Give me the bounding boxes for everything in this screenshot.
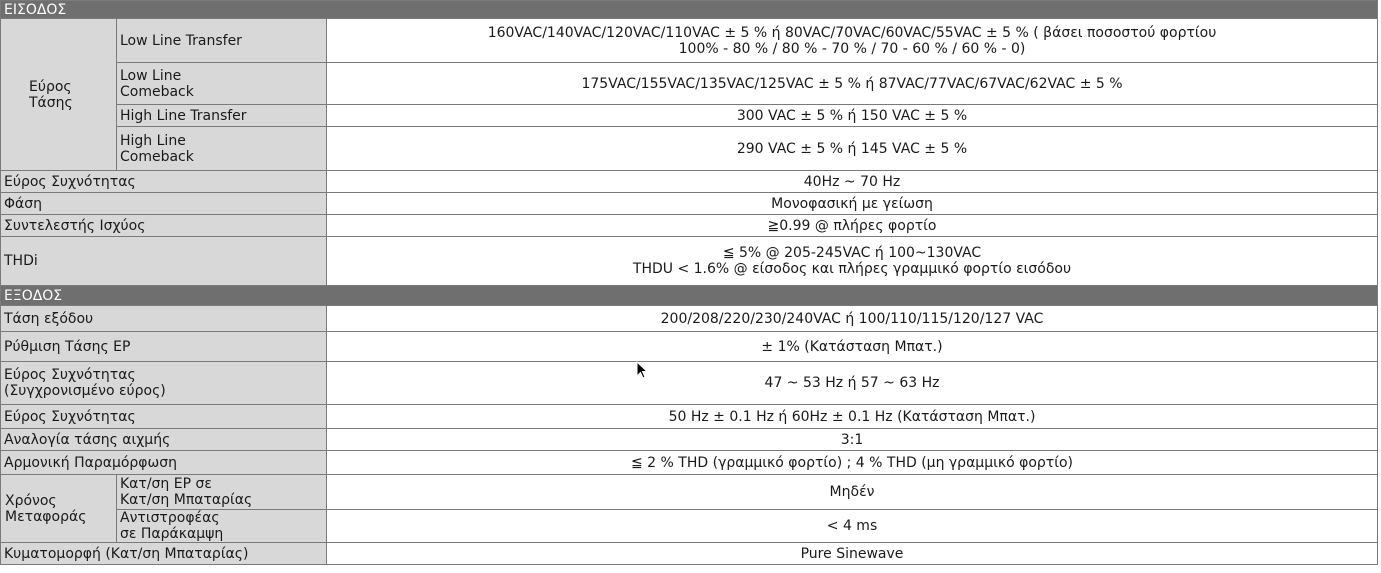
power-factor-row: [1, 215, 1378, 237]
transfer-inverter-bypass-label: [117, 510, 327, 543]
input-frequency-value: 40Hz ~ 70 Hz: [327, 171, 1378, 193]
low-line-comeback-label-line1: Low Line: [120, 67, 182, 84]
low-line-transfer-value: [327, 19, 1378, 63]
voltage-range-label: Εύρος Τάσης: [1, 19, 117, 171]
power-factor-value: ≧0.99 @ πλήρες φορτίο: [327, 215, 1378, 237]
waveform-value: Pure Sinewave: [327, 543, 1378, 565]
transfer-ac-batt-label-line2: Κατ/ση Μπαταρίας: [120, 492, 253, 508]
high-line-transfer-row: [1, 105, 1378, 127]
transfer-ac-batt-value: Μηδέν: [327, 475, 1378, 510]
high-line-comeback-label-line2: Comeback: [120, 148, 194, 165]
transfer-inverter-bypass-value: < 4 ms: [327, 510, 1378, 543]
power-factor-label: Συντελεστής Ισχύος: [1, 215, 327, 237]
waveform-label: Κυματομορφή (Κατ/ση Μπαταρίας): [1, 543, 327, 565]
low-line-comeback-value: 175VAC/155VAC/135VAC/125VAC ± 5 % ή 87VAC/77VAC/67VAC/62VAC ± 5 %: [327, 63, 1378, 105]
ac-voltage-regulation-row: [1, 332, 1378, 362]
ac-voltage-regulation-label: Ρύθμιση Τάσης ΕΡ: [1, 332, 327, 362]
high-line-comeback-row: [1, 127, 1378, 171]
transfer-ac-batt-label: [117, 475, 327, 510]
transfer-time-label-line2: Μεταφοράς: [5, 508, 87, 525]
transfer-inverter-bypass-label-line1: Αντιστροφέας: [120, 510, 220, 526]
output-voltage-label: Τάση εξόδου: [1, 306, 327, 332]
output-section-header-row: [1, 286, 1378, 306]
high-line-comeback-value: 290 VAC ± 5 % ή 145 VAC ± 5 %: [327, 127, 1378, 171]
low-line-comeback-label-line2: Comeback: [120, 83, 194, 100]
phase-value: Μονοφασική με γείωση: [327, 193, 1378, 215]
harmonic-distortion-value: ≦ 2 % THD (γραμμικό φορτίο) ; 4 % THD (μη γραμμικό φορτίο): [327, 451, 1378, 475]
input-frequency-row: [1, 171, 1378, 193]
crest-ratio-value: 3:1: [327, 429, 1378, 451]
low-line-transfer-value-line2: 100% - 80 % / 80 % - 70 % / 70 - 60 % / 60 % - 0): [678, 40, 1026, 57]
transfer-inverter-bypass-label-line2: σε Παράκαμψη: [120, 526, 224, 542]
high-line-comeback-label: [117, 127, 327, 171]
input-frequency-label: Εύρος Συχνότητας: [1, 171, 327, 193]
output-voltage-value: 200/208/220/230/240VAC ή 100/110/115/120/127 VAC: [327, 306, 1378, 332]
frequency-batt-label: Εύρος Συχνότητας: [1, 405, 327, 429]
transfer-ac-batt-label-line1: Κατ/ση ΕΡ σε: [120, 476, 212, 492]
input-section-header: ΕΙΣΟΔΟΣ: [1, 1, 1378, 19]
high-line-comeback-label-line1: High Line: [120, 132, 186, 149]
high-line-transfer-label: High Line Transfer: [117, 105, 327, 127]
crest-ratio-label: Αναλογία τάσης αιχμής: [1, 429, 327, 451]
crest-ratio-row: [1, 429, 1378, 451]
low-line-transfer-row: [1, 19, 1378, 63]
phase-label: Φάση: [1, 193, 327, 215]
thdi-label: THDi: [1, 237, 327, 286]
frequency-batt-row: [1, 405, 1378, 429]
low-line-transfer-label: Low Line Transfer: [117, 19, 327, 63]
thdi-value-line2: THDU < 1.6% @ είσοδος και πλήρες γραμμικό φορτίο εισόδου: [632, 261, 1072, 277]
phase-row: [1, 193, 1378, 215]
frequency-sync-label-line1: Εύρος Συχνότητας: [4, 367, 136, 383]
low-line-comeback-label: [117, 63, 327, 105]
low-line-comeback-row: [1, 63, 1378, 105]
frequency-sync-label-line2: (Συγχρονισμένο εύρος): [4, 383, 166, 399]
frequency-sync-value: 47 ~ 53 Hz ή 57 ~ 63 Hz: [327, 362, 1378, 405]
ac-voltage-regulation-value: ± 1% (Κατάσταση Μπατ.): [327, 332, 1378, 362]
input-section-header-row: [1, 1, 1378, 19]
frequency-batt-value: 50 Hz ± 0.1 Hz ή 60Hz ± 0.1 Hz (Κατάσταση Μπατ.): [327, 405, 1378, 429]
frequency-sync-label: [1, 362, 327, 405]
transfer-ac-batt-row: [1, 475, 1378, 510]
high-line-transfer-value: 300 VAC ± 5 % ή 150 VAC ± 5 %: [327, 105, 1378, 127]
output-voltage-row: [1, 306, 1378, 332]
transfer-time-label-line1: Χρόνος: [5, 492, 57, 509]
waveform-row: [1, 543, 1378, 565]
thdi-value-line1: ≦ 5% @ 205-245VAC ή 100~130VAC: [722, 245, 982, 261]
harmonic-distortion-label: Αρμονική Παραμόρφωση: [1, 451, 327, 475]
thdi-value: [327, 237, 1378, 286]
thdi-row: [1, 237, 1378, 286]
transfer-inverter-bypass-row: [1, 510, 1378, 543]
low-line-transfer-value-line1: 160VAC/140VAC/120VAC/110VAC ± 5 % ή 80VAC/70VAC/60VAC/55VAC ± 5 % ( βάσει ποσοστού φορτίου: [487, 24, 1217, 41]
frequency-sync-row: [1, 362, 1378, 405]
harmonic-distortion-row: [1, 451, 1378, 475]
output-section-header: ΕΞΟΔΟΣ: [1, 286, 1378, 306]
mouse-pointer-icon: [636, 361, 648, 379]
transfer-time-label: [1, 475, 117, 543]
